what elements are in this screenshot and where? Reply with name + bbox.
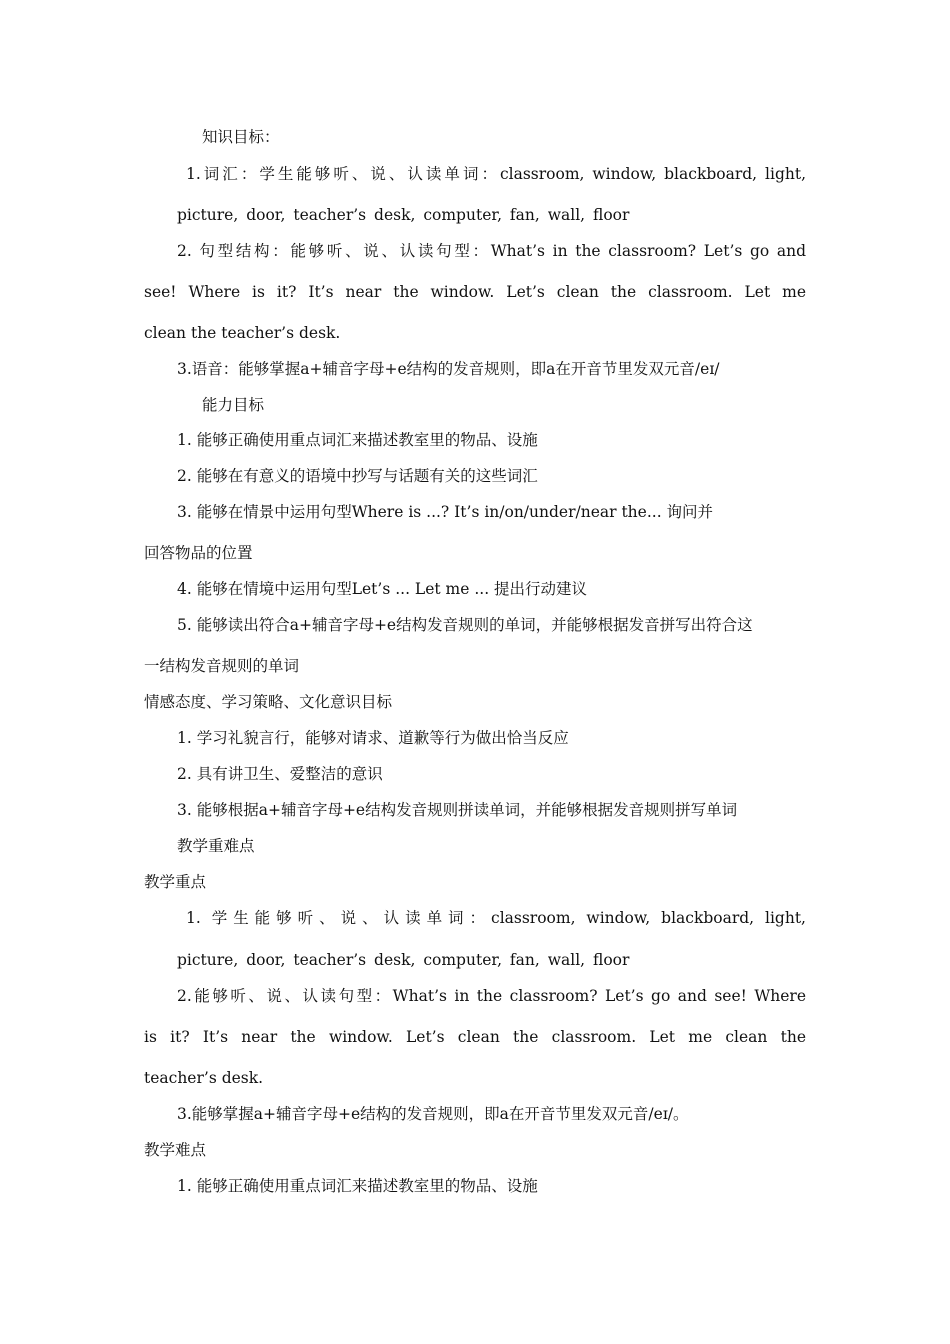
key-difficult-heading: 教学重难点	[177, 837, 255, 855]
attitude-item-2: 2. 具有讲卫生、爱整洁的意识	[177, 765, 383, 783]
key-item-1-line-1: 1. 学生能够听、说、认读单词：classroom, window, blackboard, light,	[186, 909, 806, 927]
ability-item-1: 1. 能够正确使用重点词汇来描述教室里的物品、设施	[177, 431, 538, 449]
knowledge-goal-heading: 知识目标：	[202, 128, 280, 146]
key-item-3: 3.能够掌握a+辅音字母+e结构的发音规则，即a在开音节里发双元音/eɪ/。	[177, 1105, 689, 1123]
difficult-points-heading: 教学难点	[144, 1141, 207, 1159]
sentence-line-2: see! Where is it? It’s near the window. Let’s clean the classroom. Let me	[144, 283, 806, 301]
key-points-heading: 教学重点	[144, 873, 207, 891]
vocab-line-1: 1.词汇：学生能够听、说、认读单词：classroom, window, blackboard, light,	[186, 165, 806, 183]
phonics-line: 3.语音：能够掌握a+辅音字母+e结构的发音规则，即a在开音节里发双元音/eɪ/	[177, 360, 720, 378]
attitude-goal-heading: 情感态度、学习策略、文化意识目标	[144, 693, 393, 711]
sentence-line-1: 2. 句型结构：能够听、说、认读句型：What’s in the classroom? Let’s go and	[177, 242, 806, 260]
attitude-item-1: 1. 学习礼貌言行，能够对请求、道歉等行为做出恰当反应	[177, 729, 569, 747]
ability-goal-heading: 能力目标	[202, 396, 265, 414]
ability-item-3-line-1: 3. 能够在情景中运用句型Where is ...? It’s in/on/under/near the... 询问并	[177, 503, 714, 521]
difficult-item-1: 1. 能够正确使用重点词汇来描述教室里的物品、设施	[177, 1177, 538, 1195]
ability-item-2: 2. 能够在有意义的语境中抄写与话题有关的这些词汇	[177, 467, 538, 485]
vocab-line-2: picture, door, teacher’s desk, computer, fan, wall, floor	[177, 206, 630, 224]
ability-item-5-line-1: 5. 能够读出符合a+辅音字母+e结构发音规则的单词，并能够根据发音拼写出符合这	[177, 616, 753, 634]
key-item-2-line-2: is it? It’s near the window. Let’s clean the classroom. Let me clean the	[144, 1028, 806, 1046]
ability-item-3-line-2: 回答物品的位置	[144, 544, 253, 562]
attitude-item-3: 3. 能够根据a+辅音字母+e结构发音规则拼读单词，并能够根据发音规则拼写单词	[177, 801, 738, 819]
key-item-2-line-1: 2.能够听、说、认读句型：What’s in the classroom? Let’s go and see! Where	[177, 987, 806, 1005]
ability-item-5-line-2: 一结构发音规则的单词	[144, 657, 300, 675]
sentence-line-3: clean the teacher’s desk.	[144, 324, 341, 342]
key-item-2-line-3: teacher’s desk.	[144, 1069, 264, 1087]
key-item-1-line-2: picture, door, teacher’s desk, computer, fan, wall, floor	[177, 951, 630, 969]
ability-item-4: 4. 能够在情境中运用句型Let’s ... Let me ... 提出行动建议	[177, 580, 588, 598]
